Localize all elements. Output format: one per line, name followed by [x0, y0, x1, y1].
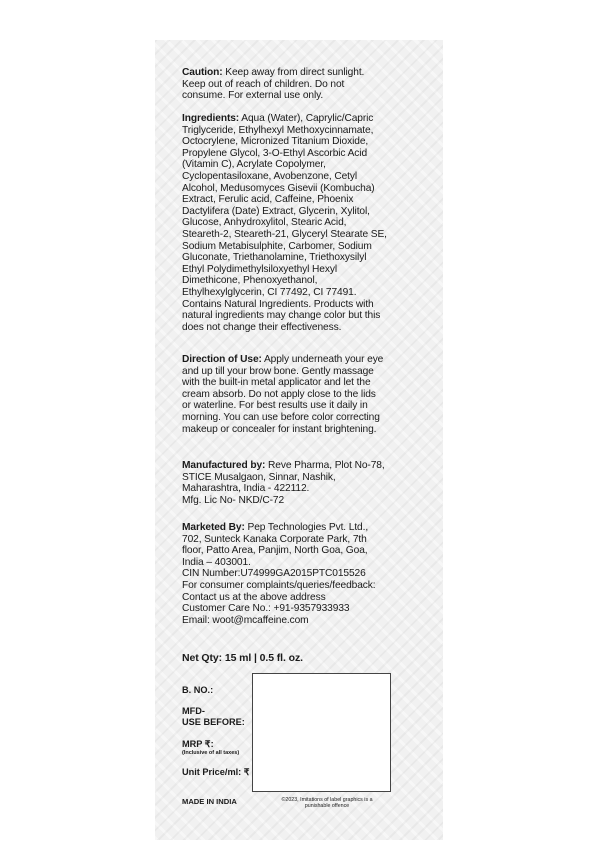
direction-heading: Direction of Use:: [182, 354, 262, 365]
ingredients-text: Aqua (Water), Caprylic/Capric Triglyceride, Ethylhexyl Methoxycinnamate, Octocrylene, Micronized Titanium Dioxide, Propylene Glycol, 3-O-Ethyl Ascorbic Acid (Vitamin C), Acrylate Copolymer, Cyclopentasiloxane, Avobenzone, Cetyl Alcohol, Medusomyces Gisevii (Kombucha) Extract, Ferulic acid, Caffeine, Phoenix Dactylifera (Date) Extract, Glycerin, Xylitol, Glucose, Anhydroxylitol, Stearic Acid, Steareth-2, Steareth-21, Glyceryl Stearate SE, Sodium Metabisulphite, Carbomer, Sodium Gluconate, Triethanolamine, Triethoxysilyl Ethyl Polydimethylsiloxyethyl Hexyl Dimethicone, Phenoxyethanol, Ethylhexylglycerin, CI 77492, CI 77491. Contains Natural Ingredients. Products with natural ingredients may change color but this does not change their effectiveness.: [182, 113, 387, 333]
caution-section: [182, 67, 387, 102]
email: Email: woot@mcaffeine.com: [182, 614, 309, 626]
caution-text: Keep away from direct sunlight. Keep out of reach of children. Do not consume. For external use only.: [182, 67, 365, 102]
contact-text: Contact us at the above address: [182, 591, 326, 603]
license-number: Mfg. Lic No- NKD/C-72: [182, 494, 285, 506]
batch-number-label: B. NO.:: [182, 685, 214, 695]
cin-number: CIN Number:U74999GA2015PTC015526: [182, 568, 366, 580]
marketed-text: Pep Technologies Pvt. Ltd., 702, Sunteck Kanaka Corporate Park, 7th floor, Patto Area, Panjim, North Goa, Goa, India – 403001.: [182, 522, 369, 568]
mfd-label: MFD-: [182, 706, 205, 716]
unit-price-label: Unit Price/ml: ₹: [182, 767, 250, 777]
complaints-text: For consumer complaints/queries/feedback:: [182, 579, 376, 591]
net-quantity: Net Qty: 15 ml | 0.5 fl. oz.: [182, 652, 303, 664]
made-in-india: MADE IN INDIA: [182, 797, 237, 806]
mrp-label: MRP ₹:: [182, 739, 214, 749]
manufactured-heading: Manufactured by:: [182, 460, 266, 471]
marketed-section: [182, 522, 387, 626]
product-label: [155, 40, 443, 840]
use-before-label: USE BEFORE:: [182, 717, 245, 727]
manufactured-section: [182, 460, 387, 506]
copyright-notice: ©2023, Imitations of label graphics is a punishable offence: [281, 797, 373, 810]
marketed-heading: Marketed By:: [182, 522, 245, 533]
caution-heading: Caution:: [182, 67, 223, 78]
ingredients-section: [182, 113, 387, 333]
mrp-tax-note: (Inclusive of all taxes): [182, 750, 240, 756]
ingredients-heading: Ingredients:: [182, 113, 240, 124]
direction-section: [182, 354, 387, 435]
print-info-box: [252, 673, 391, 792]
customer-care: Customer Care No.: +91-9357933933: [182, 603, 350, 615]
direction-text: Apply underneath your eye and up till your brow bone. Gently massage with the built-in metal applicator and let the cream absorb. Do not apply close to the lids or waterline. For best results use it daily in morning. You can use before color correcting makeup or concealer for instant brightening.: [182, 354, 384, 435]
manufactured-text: Reve Pharma, Plot No-78, STICE Musalgaon, Sinnar, Nashik, Maharashtra, India - 422112.: [182, 460, 385, 495]
